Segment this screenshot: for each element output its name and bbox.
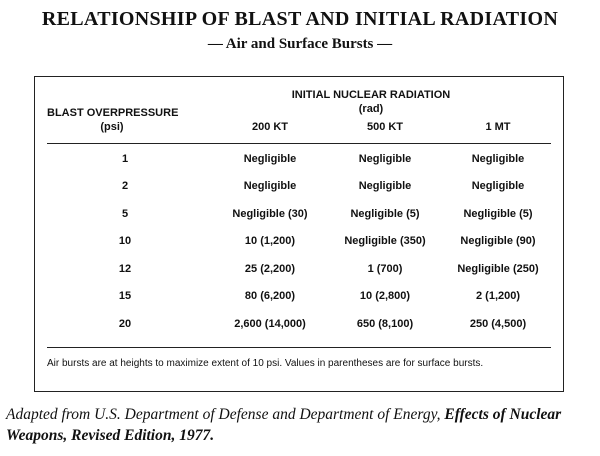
group-header-line2: (rad) bbox=[358, 103, 384, 115]
footer-rule bbox=[47, 347, 551, 348]
psi-value: 1 bbox=[121, 153, 129, 165]
page-subtitle: — Air and Surface Bursts — bbox=[207, 36, 393, 52]
table-cell: 25 (2,200) bbox=[244, 263, 296, 275]
table-cell: 80 (6,200) bbox=[244, 290, 296, 302]
table-cell: 2,600 (14,000) bbox=[234, 318, 306, 330]
table-cell: Negligible bbox=[243, 153, 297, 165]
radiation-table bbox=[34, 76, 564, 392]
table-cell: Negligible bbox=[358, 180, 412, 192]
table-cell: 2 (1,200) bbox=[475, 290, 521, 302]
table-cell: Negligible bbox=[243, 180, 297, 192]
psi-value: 10 bbox=[118, 235, 132, 247]
source-work-title: Effects of Nuclear Weapons, Revised Edition, 1977. bbox=[6, 406, 562, 444]
table-cell: Negligible (90) bbox=[460, 235, 536, 247]
psi-value: 15 bbox=[118, 290, 132, 302]
table-cell: 1 (700) bbox=[367, 263, 403, 275]
table-cell: 10 (2,800) bbox=[359, 290, 411, 302]
group-header-line1: INITIAL NUCLEAR RADIATION bbox=[291, 89, 451, 101]
source-prefix: Adapted from U.S. Department of Defense and Department of Energy, bbox=[6, 406, 445, 423]
column-header: 1 MT bbox=[485, 121, 511, 133]
header-rule bbox=[47, 143, 551, 144]
row-header-line1: BLAST OVERPRESSURE bbox=[47, 107, 179, 119]
table-cell: Negligible (30) bbox=[232, 208, 308, 220]
table-cell: 250 (4,500) bbox=[469, 318, 527, 330]
page-title: RELATIONSHIP OF BLAST AND INITIAL RADIATION bbox=[41, 8, 559, 30]
psi-value: 5 bbox=[121, 208, 129, 220]
column-header: 200 KT bbox=[251, 121, 289, 133]
table-cell: 10 (1,200) bbox=[244, 235, 296, 247]
table-cell: Negligible bbox=[358, 153, 412, 165]
psi-value: 12 bbox=[118, 263, 132, 275]
table-cell: Negligible (250) bbox=[457, 263, 539, 275]
table-cell: 650 (8,100) bbox=[356, 318, 414, 330]
psi-value: 20 bbox=[118, 318, 132, 330]
table-cell: Negligible (5) bbox=[350, 208, 420, 220]
source-citation bbox=[6, 404, 596, 446]
table-cell: Negligible (350) bbox=[344, 235, 426, 247]
psi-value: 2 bbox=[121, 180, 129, 192]
table-cell: Negligible bbox=[471, 180, 525, 192]
table-cell: Negligible bbox=[471, 153, 525, 165]
row-header-line2: (psi) bbox=[100, 121, 124, 133]
table-cell: Negligible (5) bbox=[463, 208, 533, 220]
table-footnote: Air bursts are at heights to maximize extent of 10 psi. Values in parentheses are for surface bursts. bbox=[47, 358, 484, 369]
column-header: 500 KT bbox=[366, 121, 404, 133]
